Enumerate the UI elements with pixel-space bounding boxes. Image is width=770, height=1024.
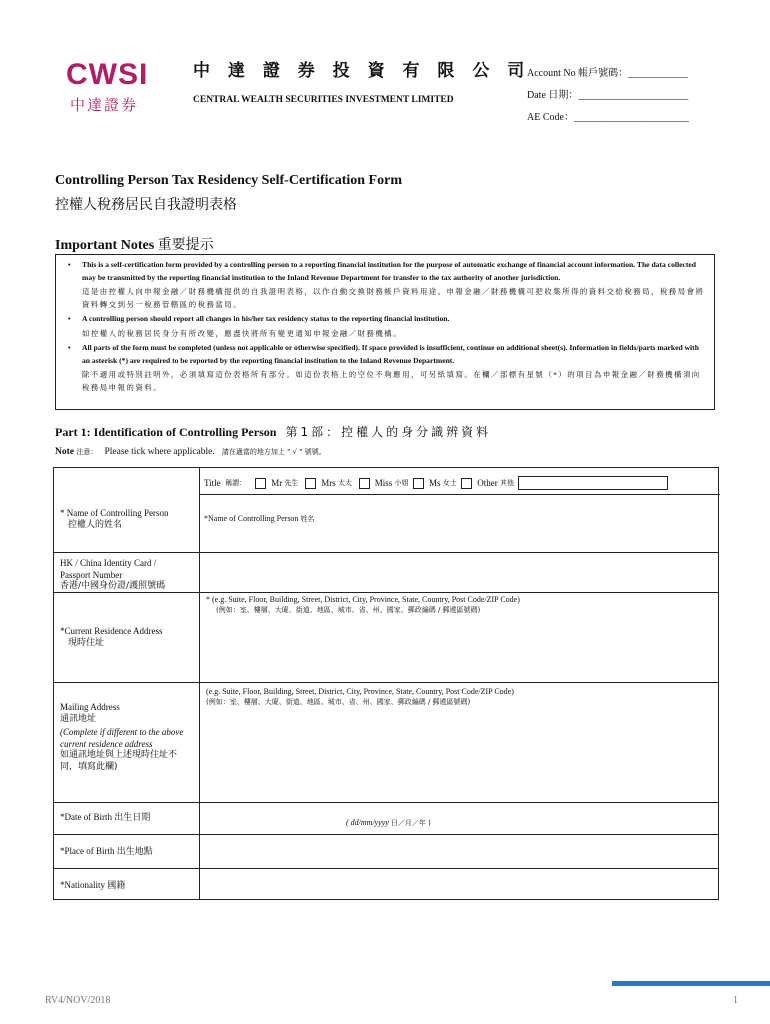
row-divider	[54, 592, 718, 593]
dob-format-hint[interactable]	[346, 818, 431, 828]
title-mrs-checkbox[interactable]	[305, 478, 316, 489]
dob-format-zh: 日／月／年 )	[390, 819, 431, 827]
row-divider	[54, 552, 718, 553]
part1-title-en: Part 1: Identification of Controlling Person	[55, 425, 277, 439]
residence-label-zh: 現時住址	[68, 637, 105, 648]
footer-accent-bar	[612, 981, 770, 986]
nationality-label-zh: 國籍	[107, 881, 126, 891]
residence-row-label	[60, 626, 162, 649]
part1-note	[55, 447, 326, 457]
account-number-field[interactable]: Account No 帳戶號碼：____________	[527, 68, 689, 79]
notes-heading-zh: 重要提示	[157, 237, 214, 253]
mailing-label-zh: 通訊地址	[60, 713, 97, 724]
name-label-en: * Name of Controlling Person	[60, 508, 169, 518]
important-notes-box	[55, 254, 715, 410]
residence-hint-en: * (e.g. Suite, Floor, Building, Street, District, City, Province, State, Country, Post Code/ZIP Code)	[206, 595, 520, 604]
company-logo: CWSI	[66, 58, 149, 91]
note-label: Note	[55, 447, 74, 457]
title-mr-label-zh: 先生	[284, 479, 299, 487]
residence-address-hint	[206, 595, 520, 615]
dob-label-en: *Date of Birth	[60, 812, 112, 822]
important-notes-heading	[55, 234, 214, 254]
part1-title	[55, 423, 491, 440]
title-mr-label: Mr	[271, 478, 283, 488]
title-mrs-label-zh: 太太	[337, 479, 352, 487]
note-text-zh: 如控權人的稅務居民身分有所改變，應盡快將所有變更通知申報金融／財務機構。	[82, 328, 403, 338]
title-label: Title	[204, 478, 221, 488]
company-name-chinese: 中 達 證 券 投 資 有 限 公 司	[193, 61, 531, 81]
note-item	[68, 259, 706, 311]
name-cell-en: *Name of Controlling Person	[204, 514, 299, 523]
title-other-label: Other	[477, 478, 498, 488]
identification-table	[53, 467, 719, 900]
id-label-1: HK / China Identity Card /	[60, 558, 157, 568]
note-text: Please tick where applicable.	[104, 447, 215, 457]
id-label-zh: 香港/中國身份證/護照號碼	[60, 581, 166, 591]
title-miss-checkbox[interactable]	[359, 478, 370, 489]
pob-row-label	[60, 846, 153, 859]
dob-format-en: ( dd/mm/yyyy	[346, 818, 389, 827]
bullet-icon: •	[68, 260, 71, 269]
nationality-label-en: *Nationality	[60, 880, 105, 890]
row-divider	[54, 868, 718, 869]
note-item	[68, 313, 706, 340]
part1-title-zh: 第1部：控權人的身分識辨資料	[285, 425, 492, 439]
note-text-en: All parts of the form must be completed (unless not applicable or otherwise specified). If space provided is insufficient, continue on additional sheet(s). Information in fields/parts marked with an asterisk (*) are required to be reported by the reporting financial institution to the Inland Revenue Department.	[82, 343, 699, 365]
ae-code-field[interactable]: AE Code：_______________________	[527, 112, 689, 123]
mailing-note-en: (Complete if different to the above current residence address	[60, 727, 184, 749]
mailing-label-en: Mailing Address	[60, 702, 120, 712]
note-item	[68, 342, 706, 394]
revision-label: RV4/NOV/2018	[45, 995, 111, 1006]
id-row-label	[60, 558, 165, 593]
mailing-note-zh: 如通訊地址與上述現時住址不同，填寫此欄)	[60, 750, 178, 772]
notes-heading-en: Important Notes	[55, 238, 155, 253]
title-miss-label: Miss	[374, 478, 393, 488]
title-other-label-zh: 其他	[499, 479, 514, 487]
title-ms-label: Ms	[428, 478, 441, 488]
title-label-zh: 稱謂：	[225, 479, 247, 487]
row-divider	[199, 494, 720, 495]
title-ms-label-zh: 女士	[442, 479, 457, 487]
row-divider	[54, 682, 718, 683]
title-ms-checkbox[interactable]	[413, 478, 424, 489]
date-field[interactable]: Date 日期：______________________	[527, 90, 689, 101]
dob-row-label	[60, 812, 150, 825]
row-divider	[54, 834, 718, 835]
id-label-2: Passport Number	[60, 569, 123, 580]
name-cell-zh: 姓名	[300, 515, 315, 523]
pob-label-zh: 出生地點	[116, 847, 153, 857]
name-input-cell[interactable]	[204, 514, 314, 524]
page-number: 1	[733, 995, 738, 1006]
title-mr-checkbox[interactable]	[255, 478, 266, 489]
residence-label-en: *Current Residence Address	[60, 626, 163, 636]
note-text-zh: 請在適當的地方加上 " √ " 號號。	[221, 448, 326, 456]
bullet-icon: •	[68, 314, 71, 323]
company-name-english: CENTRAL WEALTH SECURITIES INVESTMENT LIMITED	[193, 95, 454, 105]
dob-label-zh: 出生日期	[114, 813, 151, 823]
title-mrs-label: Mrs	[321, 478, 336, 488]
mailing-hint-en: (e.g. Suite, Floor, Building, Street, District, City, Province, State, Country, Post Code/ZIP Code)	[206, 687, 514, 696]
pob-label-en: *Place of Birth	[60, 846, 115, 856]
name-row-label	[60, 508, 169, 531]
note-text-en: A controlling person should report all changes in his/her tax residency status to the reporting financial institution.	[82, 314, 450, 323]
title-miss-label-zh: 小姐	[394, 479, 409, 487]
note-text-zh: 這是由控權人向申報金融／財務機構提供的自我證明表格，以作自動交換財務帳戶資料用途。申報金融／財務機構可把收集所得的資料交給稅務局，稅務局會將資料轉交到另一稅務管轄區的稅務當局。	[82, 287, 705, 309]
mailing-row-label	[60, 702, 192, 773]
bullet-icon: •	[68, 343, 71, 352]
mailing-address-hint	[206, 687, 514, 707]
row-divider	[54, 802, 718, 803]
name-label-zh: 控權人的姓名	[68, 519, 123, 530]
title-other-checkbox[interactable]	[461, 478, 472, 489]
form-title-chinese: 控權人稅務居民自我證明表格	[55, 197, 237, 213]
residence-hint-zh: (例如：室、樓層、大廈、街道、地區、城市、省、州、國家、郵政編碼 / 郵遞區號碼)	[216, 606, 481, 614]
note-text-zh: 除不適用或特別註明外，必須填寫這份表格所有部分。如這份表格上的空位不夠應用，可另紙填寫。在欄／部標有星號（*）的項目為申報金融／財務機構須向稅務局申報的資料。	[82, 370, 701, 392]
note-label-zh: 注意：	[76, 448, 98, 456]
note-text-en: This is a self-certification form provided by a controlling person to a reporting financial institution for the purpose of automatic exchange of financial account information. The data collected may be transmitted by the reporting financial institution to the Inland Revenue Department for transfer to the tax authority of another jurisdiction.	[82, 260, 696, 282]
title-selection-row	[204, 476, 668, 490]
nationality-row-label	[60, 880, 125, 893]
form-title: Controlling Person Tax Residency Self-Certification Form	[55, 173, 402, 188]
company-logo-chinese: 中達證券	[70, 96, 139, 114]
mailing-hint-zh: (例如：室、樓層、大廈、街道、地區、城市、省、州、國家、郵政編碼 / 郵遞區號碼)	[206, 698, 471, 706]
title-other-input[interactable]	[518, 476, 668, 490]
